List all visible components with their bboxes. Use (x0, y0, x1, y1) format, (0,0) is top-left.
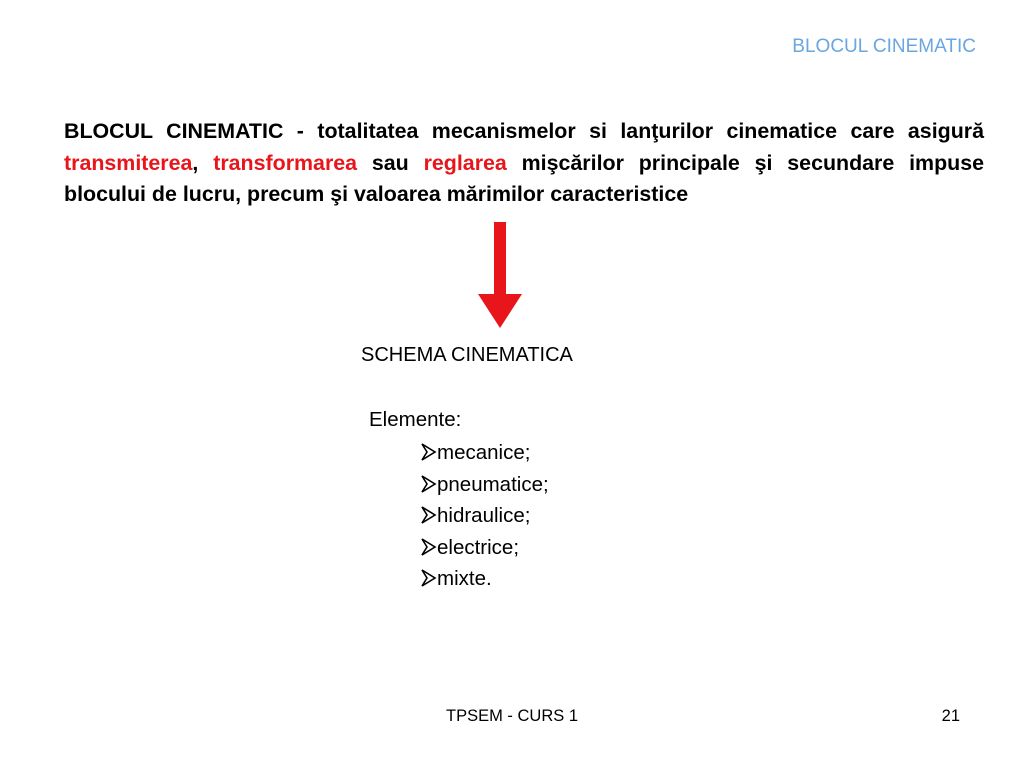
list-item-label: pneumatice; (437, 472, 549, 496)
elements-list (420, 437, 549, 595)
list-item-label: electrice; (437, 535, 520, 559)
footer-page-number: 21 (941, 707, 960, 725)
chevron-right-bullet-icon (420, 505, 437, 525)
chevron-right-bullet-icon (420, 537, 437, 557)
list-item-label: mixte. (437, 567, 492, 590)
chevron-right-bullet-icon (420, 474, 437, 494)
keyword-transformarea: transformarea (213, 150, 358, 175)
list-item (420, 500, 549, 532)
schema-title: SCHEMA CINEMATICA (361, 344, 573, 366)
definition-separator-1: , (192, 150, 214, 175)
list-item (420, 437, 549, 469)
list-item (420, 469, 549, 501)
definition-term: BLOCUL CINEMATIC (64, 119, 284, 143)
chevron-right-bullet-icon (420, 568, 437, 588)
definition-separator-2: sau (357, 150, 424, 175)
definition-rest: mişcărilor principale şi secundare impuse blocului de lucru, precum şi valoarea mărimilor caracteristice (64, 150, 984, 206)
list-item (420, 532, 549, 564)
keyword-reglarea: reglarea (423, 150, 507, 175)
list-item-label: mecanice; (437, 441, 531, 464)
footer-course-label: TPSEM - CURS 1 (445, 707, 579, 725)
elements-label: Elemente: (369, 408, 462, 431)
list-item-label: hidraulice; (437, 504, 531, 527)
chevron-right-bullet-icon (420, 442, 437, 462)
definition-paragraph (64, 116, 984, 211)
list-item (420, 563, 549, 595)
slide-header-title: BLOCUL CINEMATIC (792, 36, 976, 57)
keyword-transmiterea: transmiterea (64, 150, 193, 175)
definition-intro: - totalitatea mecanismelor si lanţurilor cinematice care asigură (283, 119, 984, 143)
arrow-down-icon (476, 222, 524, 330)
